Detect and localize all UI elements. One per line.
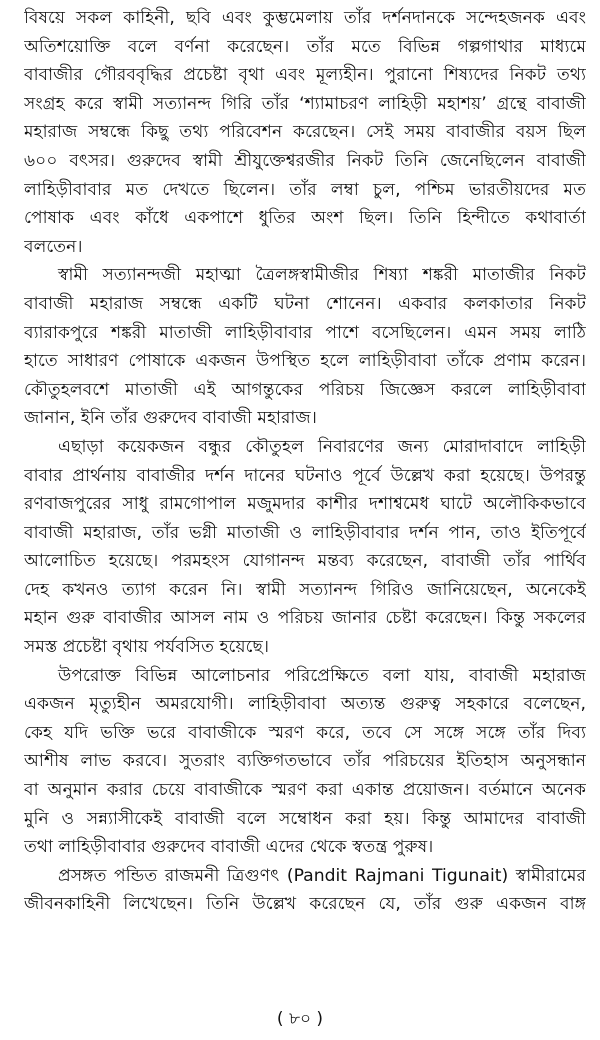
paragraph-2 <box>24 261 586 433</box>
text-line: দেহ কখনও ত্যাগ করেন নি। স্বামী সত্যানন্দ গিরিও জানিয়েছেন, অনেকেই <box>24 579 586 600</box>
text-line: মহারাজ সম্বন্ধে কিছু তথ্য পরিবেশন করেছেন। সেই সময় বাবাজীর বয়স ছিল <box>24 122 586 143</box>
text-line: আলোচিত হয়েছে। পরমহংস যোগানন্দ মন্তব্য করেছেন, বাবাজী তাঁর পার্থিব <box>24 551 586 572</box>
text-line: হাতে সাধারণ পোষাকে একজন উপস্থিত হলে লাহিড়ীবাবা তাঁকে প্রণাম করেন। <box>24 351 586 372</box>
text-line: বাবার প্রার্থনায় বাবাজীর দর্শন দানের ঘটনাও পূর্বে উল্লেখ করা হয়েছে। উপরন্তু <box>24 465 586 486</box>
text-line: জীবনকাহিনী লিখেছেন। তিনি উল্লেখ করেছেন যে, তাঁর গুরু একজন বাঙ্গ <box>24 894 586 915</box>
text-line: তথা লাহিড়ীবাবার গুরুদেব বাবাজী এদের থেকে স্বতন্ত্র পুরুষ। <box>24 837 434 858</box>
paragraph-3 <box>24 433 586 662</box>
text-line: বাবাজী মহারাজ, তাঁর ভগ্নী মাতাজী ও লাহিড়ীবাবার দর্শন পান, তাও ইতিপূর্বে <box>24 522 586 543</box>
text-line: এছাড়া কয়েকজন বন্ধুর কৌতুহল নিবারণের জন্য মোরাদাবাদে লাহিড়ী <box>58 436 586 457</box>
text-line: সমস্ত প্রচেষ্টা বৃথায় পর্যবসিত হয়েছে। <box>24 637 270 658</box>
text-line: একজন মৃত্যুহীন অমরযোগী। লাহিড়ীবাবা অত্যন্ত গুরুত্ব সহকারে বলেছেন, <box>24 694 586 715</box>
text-line: উপরোক্ত বিভিন্ন আলোচনার পরিপ্রেক্ষিতে বলা যায়, বাবাজী মহারাজ <box>58 665 586 686</box>
text-line: বাবাজীর গৌরববৃদ্ধির প্রচেষ্টা বৃথা এবং মূল্যহীন। পুরানো শিষ্যদের নিকট তথ্য <box>24 65 586 86</box>
text-line: বা অনুমান করার চেয়ে বাবাজীকে স্মরণ করা একান্ত প্রয়োজন। বর্তমানে অনেক <box>24 780 586 801</box>
text-line: আশীষ লাভ করবে। সুতরাং ব্যক্তিগতভাবে তাঁর পরিচয়ের ইতিহাস অনুসন্ধান <box>24 751 586 772</box>
paragraph-1 <box>24 4 586 261</box>
paragraph-5 <box>24 862 586 919</box>
text-line: পোষাক এবং কাঁধে একপাশে ধুতির অংশ ছিল। তিনি হিন্দীতে কথাবার্তা <box>24 208 586 229</box>
text-line: স্বামী সত্যানন্দজী মহাত্মা ত্রৈলঙ্গস্বামীজীর শিষ্যা শঙ্করী মাতাজীর নিকট <box>58 265 586 286</box>
text-line: অতিশয়োক্তি বলে বর্ণনা করেছেন। তাঁর মতে বিভিন্ন গল্পগাথার মাধ্যমে <box>24 36 586 57</box>
text-line: ব্যারাকপুরে শঙ্করী মাতাজী লাহিড়ীবাবার পাশে বসেছিলেন। এমন সময় লাঠি <box>24 322 586 343</box>
text-line: লাহিড়ীবাবার মত দেখতে ছিলেন। তাঁর লম্বা চুল, পশ্চিম ভারতীয়দের মত <box>24 179 586 200</box>
text-line: জানান, ইনি তাঁর গুরুদেব বাবাজী মহারাজ। <box>24 408 317 429</box>
text-line: বিষয়ে সকল কাহিনী, ছবি এবং কুম্ভমেলায় তাঁর দর্শনদানকে সন্দেহজনক এবং <box>24 8 586 28</box>
text-line: প্রসঙ্গত পন্ডিত রাজমনী ত্রিগুণৎ (Pandit Rajmani Tigunait) স্বামীরামের <box>58 865 586 886</box>
page-number: ( ৮০ ) <box>276 1009 324 1029</box>
text-line: রণবাজপুরের সাধু রামগোপাল মজুমদার কাশীর দশাশ্বমেধ ঘাটে অলৌকিকভাবে <box>24 494 586 515</box>
text-line: ৬০০ বৎসর। গুরুদেব স্বামী শ্রীযুক্তেশ্বরজীর নিকট তিনি জেনেছিলেন বাবাজী <box>24 150 586 171</box>
text-line: কৌতুহলবশে মাতাজী এই আগন্তুকের পরিচয় জিজ্ঞেস করলে লাহিড়ীবাবা <box>24 379 586 400</box>
text-line: বাবাজী মহারাজ সম্বন্ধে একটি ঘটনা শোনেন। একবার কলকাতার নিকট <box>24 293 586 314</box>
text-line: সংগ্রহ করে স্বামী সত্যানন্দ গিরি তাঁর ‘শ্যামাচরণ লাহিড়ী মহাশয়’ গ্রন্থে বাবাজী <box>24 93 586 114</box>
text-line: কেহ যদি ভক্তি ভরে বাবাজীকে স্মরণ করে, তবে সে সঙ্গে সঙ্গে তাঁর দিব্য <box>24 722 586 743</box>
text-line: মহান গুরু বাবাজীর আসল নাম ও পরিচয় জানার চেষ্টা করেছেন। কিন্তু সকলের <box>24 608 586 629</box>
text-line: মুনি ও সন্ন্যাসীকেই বাবাজী বলে সম্বোধন করা হয়। কিন্তু আমাদের বাবাজী <box>24 808 586 829</box>
text-line: বলতেন। <box>24 236 83 257</box>
paragraph-4 <box>24 662 586 862</box>
